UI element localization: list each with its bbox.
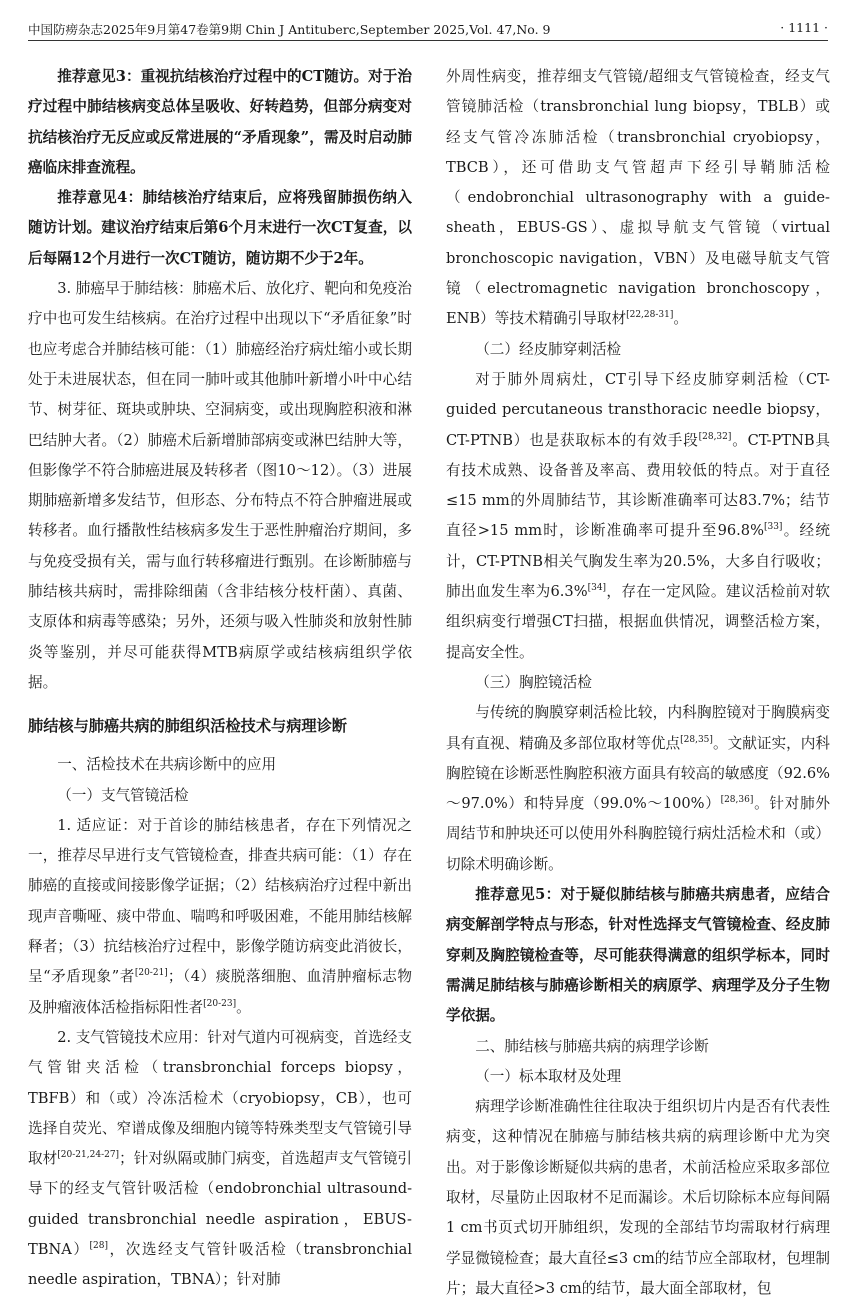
citation: [22,28-31] — [626, 310, 674, 321]
header-rule — [28, 40, 828, 41]
recommendation-3: 推荐意见3：重视抗结核治疗过程中的CT随访。对于治疗过程中肺结核病变总体呈吸收、好转趋势，但部分病变对抗结核治疗无反应或反常进展的“矛盾现象”，需及时启动肺癌临床排查流程。 — [28, 68, 412, 176]
subheading-thoracoscopy: （三）胸腔镜活检 — [475, 673, 592, 691]
recommendation-5: 推荐意见5：对于疑似肺结核与肺癌共病患者，应结合病变解剖学特点与形态，针对性选择支气管镜检查、经皮肺穿刺及胸腔镜检查等，尽可能获得满意的组织学标本，同时需满足肺结核与肺癌诊断相关的病原学、病理学及分子生物学依据。 — [446, 886, 830, 1025]
subheading-sampling: （一）标本取材及处理 — [475, 1067, 622, 1085]
journal-citation: 中国防痨杂志2025年9月第47卷第9期 Chin J Antituberc,September 2025,Vol. 47,No. 9 — [28, 22, 551, 37]
recommendation-4: 推荐意见4：肺结核治疗结束后，应将残留肺损伤纳入随访计划。建议治疗结束后第6个月末进行一次CT复查，以后每隔12个月进行一次CT随访，随访期不少于2年。 — [28, 189, 412, 267]
citation: [20-21] — [134, 968, 168, 979]
section-heading: 肺结核与肺癌共病的肺组织活检技术与病理诊断 — [28, 717, 347, 736]
paragraph-peripheral-lesions: 外周性病变，推荐细支气管镜/超细支气管镜检查，经支气管镜肺活检（transbronchial lung biopsy，TBLB）或经支气管冷冻肺活检（transbronchial cryobiopsy，TBCB），还可借助支气管超声下经引导鞘肺活检（endobronchial ultrasonography with a guide-sheath，EBUS-GS）、虚拟导航支气管镜（virtual bronchoscopic navigation，VBN）及电磁导航支气管镜（electromagnetic navigation bronchoscopy，ENB）等技术精确引导取材[22,28-31]。 — [446, 68, 830, 328]
subheading-biopsy-techniques: 一、活检技术在共病诊断中的应用 — [57, 756, 277, 774]
citation: [34] — [587, 583, 607, 594]
paragraph-thoracoscopy: 与传统的胸膜穿刺活检比较，内科胸腔镜对于胸膜病变具有直视、精确及多部位取材等优点[28,35]。文献证实，内科胸腔镜在诊断恶性胸腔积液方面具有较高的敏感度（92.6%～97.0%）和特异度（99.0%～100%）[28,36]。针对肺外周结节和肿块还可以使用外科胸腔镜行病灶活检术和（或）切除术明确诊断。 — [446, 704, 830, 873]
paragraph-bronchoscopy-application: 2. 支气管镜技术应用：针对气道内可视病变，首选经支气管钳夹活检（transbronchial forceps biopsy，TBFB）和（或）冷冻活检术（cryobiopsy，CB），也可选择自荧光、窄谱成像及细胞内镜等特殊类型支气管镜引导取材[20-21,24-27]；针对纵隔或肺门病变，首选超声支气管镜引导下的经支气管针吸活检（endobronchial ultrasound-guided transbronchial needle aspiration，EBUS-TBNA）[28]，次选经支气管针吸活检（transbronchial needle aspiration，TBNA）；针对肺 — [28, 1028, 412, 1289]
paragraph-lung-cancer-first: 3. 肺癌早于肺结核：肺癌术后、放化疗、靶向和免疫治疗中也可发生结核病。在治疗过程中出现以下“矛盾征象”时也应考虑合并肺结核可能：（1）肺癌经治疗病灶缩小或长期处于未进展状态，但在同一肺叶或其他肺叶新增小叶中心结节、树芽征、斑块或肿块、空洞病变，或出现胸腔积液和淋巴结肿大者。（2）肺癌术后新增肺部病变或淋巴结肿大等，但影像学不符合肺癌进展及转移者（图10～12）。（3）进展期肺癌新增多发结节，但形态、分布特点不符合肿瘤进展或转移者。血行播散性结核病多发生于恶性肿瘤治疗期间，多与免疫受损有关，需与血行转移瘤进行甄别。在诊断肺癌与肺结核共病时，需排除细菌（含非结核分枝杆菌）、真菌、支原体和病毒等感染；另外，还须与吸入性肺炎和放射性肺炎等鉴别，并尽可能获得MTB病原学或结核病组织学依据。 — [28, 280, 412, 691]
paragraph-ct-ptnb: 对于肺外周病灶，CT引导下经皮肺穿刺活检（CT-guided percutaneous transthoracic needle biopsy，CT-PTNB）也是获取标本的有效手段[28,32]。CT-PTNB具有技术成熟、设备普及率高、费用较低的特点。对于直径≤15 mm的外周肺结节，其诊断准确率可达83.7%；结节直径>15 mm时，诊断准确率可提升至96.8%[33]。经统计，CT-PTNB相关气胸发生率为20.5%，大多自行吸收；肺出血发生率为6.3%[34]，存在一定风险。建议活检前对软组织病变行增强CT扫描，根据血供情况，调整活检方案，提高安全性。 — [446, 370, 831, 661]
subheading-percutaneous: （二）经皮肺穿刺活检 — [475, 340, 622, 358]
citation: [33] — [763, 522, 783, 533]
paragraph-sampling: 病理学诊断准确性往往取决于组织切片内是否有代表性病变，这种情况在肺癌与肺结核共病的病理诊断中尤为突出。对于影像诊断疑似共病的患者，术前活检应采取多部位取材，尽量防止因取材不足而漏诊。术后切除标本应每间隔1 cm书页式切开肺组织，发现的全部结节均需取材行病理学显微镜检查；最大直径≤3 cm的结节应全部取材，包埋制片；最大直径>3 cm的结节，最大面全部取材，包 — [446, 1098, 830, 1297]
citation: [28,32] — [698, 431, 732, 442]
page-number: · 1111 · — [780, 20, 828, 35]
citation: [28,36] — [720, 795, 754, 806]
right-column — [446, 62, 830, 1304]
citation: [28] — [89, 1241, 108, 1252]
citation: [20-23] — [203, 998, 237, 1009]
subheading-bronchoscopy: （一）支气管镜活检 — [57, 786, 189, 804]
paragraph-indications: 1. 适应证：对于首诊的肺结核患者，存在下列情况之一，推荐尽早进行支气管镜检查，排查共病可能：（1）存在肺癌的直接或间接影像学证据；（2）结核病治疗过程中新出现声音嘶哑、痰中带血、喘鸣和呼吸困难，不能用肺结核解释者；（3）抗结核治疗过程中，影像学随访病变此消彼长，呈“矛盾现象”者[20-21]；（4）痰脱落细胞、血清肿瘤标志物及肿瘤液体活检指标阳性者[20-23]。 — [28, 816, 412, 1016]
citation: [20-21,24-27] — [57, 1150, 120, 1161]
left-column — [28, 62, 412, 1296]
subheading-pathology: 二、肺结核与肺癌共病的病理学诊断 — [475, 1037, 709, 1055]
running-header — [28, 16, 828, 38]
citation: [28,35] — [680, 734, 713, 745]
